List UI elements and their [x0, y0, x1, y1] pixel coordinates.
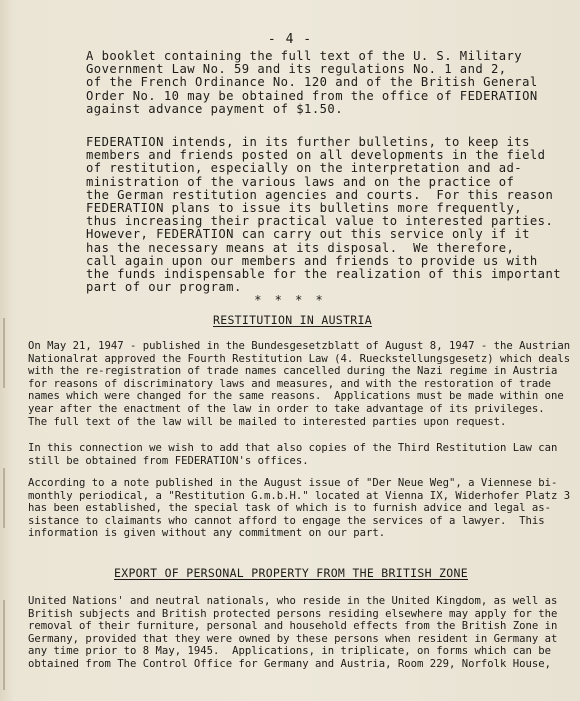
- page-edge-mark: [3, 468, 5, 528]
- paragraph-booklet: A booklet containing the full text of the U. S. Military Government Law No. 59 and its regulations No. 1 and 2, of the French Ordinance No. 120 and of the British General Order No. 10 may be obtained from the office of FEDERATION against advance payment of $1.50.: [86, 49, 538, 116]
- paragraph-export-applications: United Nations' and neutral nationals, who reside in the United Kingdom, as well as British subjects and British protected persons residing elsewhere may apply for the removal of their furniture, personal and household effects from the British Zone in Germany, provided that they were owned by these persons when resident in Germany at any time prior to 8 May, 1945. Applications, in triplicate, on forms which can be obtained from The Control Office for Germany and Austria, Room 229, Norfolk House,: [28, 595, 558, 670]
- page-edge-mark: [3, 600, 5, 690]
- paragraph-federation-intends: FEDERATION intends, in its further bulletins, to keep its members and friends posted on all developments in the field of restitution, especially on the interpretation and ad- ministration of the various laws and on the practice of the German restitution agencies and courts. For this reason FEDERATION plans to issue its bulletins more frequently, thus increasing their practical value to interested parties. However, FEDERATION can carry out this service only if it has the necessary means at its disposal. We therefore, call again upon our members and friends to provide us with the funds indispensable for the realization of this important part of our program.: [86, 135, 562, 295]
- heading-restitution-in-austria: RESTITUTION IN AUSTRIA: [213, 313, 372, 327]
- section-separator: * * * *: [254, 293, 326, 307]
- paragraph-restitution-gmbh: According to a note published in the August issue of "Der Neue Weg", a Viennese bi- monthly periodical, a "Restitution G.m.b.H." located at Vienna IX, Widerhofer Platz 3 has been established, the special task of which is to furnish advice and legal as- sistance to claimants who cannot afford to engage the services of a lawyer. This information is given without any commitment on our part.: [28, 477, 571, 540]
- page-edge-mark: [3, 318, 5, 388]
- paragraph-third-restitution-law: In this connection we wish to add that also copies of the Third Restitution Law can still be obtained from FEDERATION's offices.: [28, 442, 558, 467]
- heading-export-personal-property: EXPORT OF PERSONAL PROPERTY FROM THE BRITISH ZONE: [114, 566, 468, 580]
- page-number: - 4 -: [267, 32, 313, 47]
- paragraph-fourth-restitution-law: On May 21, 1947 - published in the Bundesgesetzblatt of August 8, 1947 - the Austrian Nationalrat approved the Fourth Restitution Law (4. Rueckstellungsgesetz) which deals with the re-registration of trade names cancelled during the Nazi regime in Austria for reasons of discriminatory laws and measures, and with the restoration of trade names which were changed for the same reasons. Applications must be made within one year after the enactment of the law in order to take advantage of its privileges. The full text of the law will be mailed to interested parties upon request.: [28, 340, 571, 428]
